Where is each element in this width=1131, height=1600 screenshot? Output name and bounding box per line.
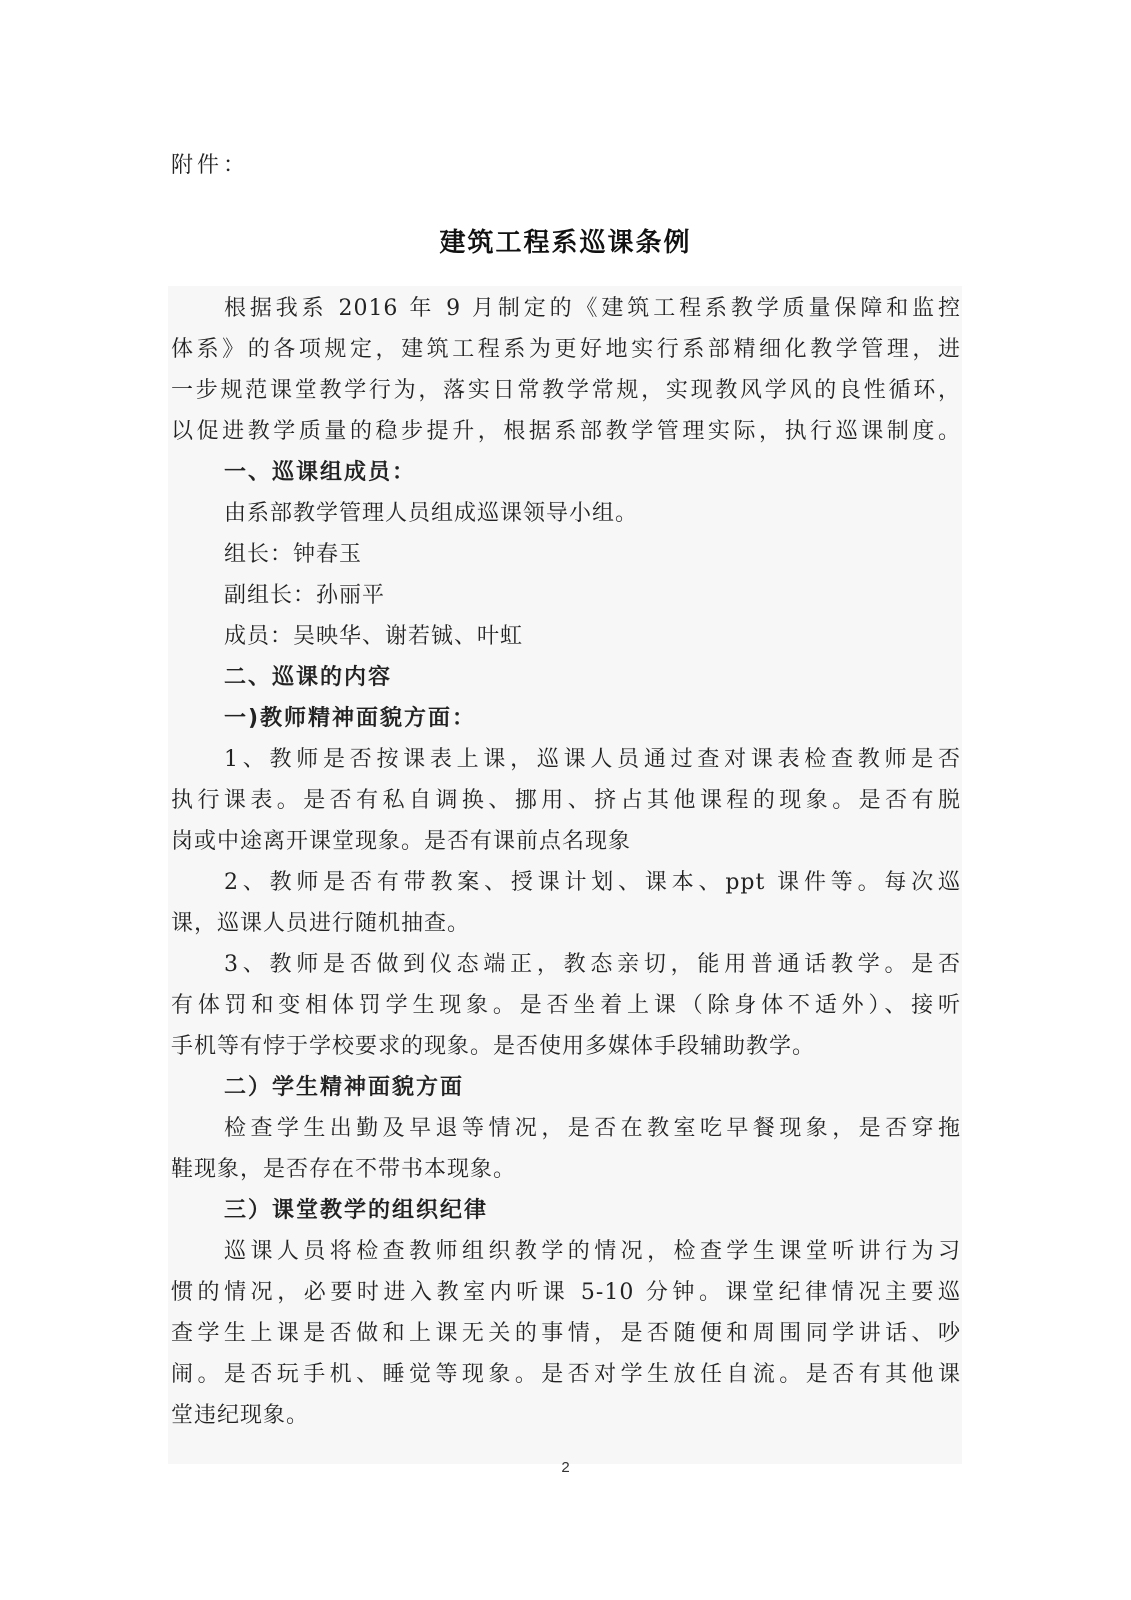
- section-members-description: 由系部教学管理人员组成巡课领导小组。: [224, 501, 639, 526]
- intro-line: 一步规范课堂教学行为，落实日常教学常规，实现教风学风的良性循环，: [171, 378, 961, 403]
- student-spirit-line: 鞋现象，是否存在不带书本现象。: [171, 1157, 517, 1182]
- subheading-student-spirit: 二）学生精神面貌方面: [224, 1075, 465, 1100]
- page-number: 2: [561, 1459, 570, 1476]
- attachment-label: 附件：: [171, 153, 250, 178]
- discipline-line: 查学生上课是否做和上课无关的事情，是否随便和周围同学讲话、吵: [171, 1321, 961, 1346]
- discipline-line: 闹。是否玩手机、睡觉等现象。是否对学生放任自流。是否有其他课: [171, 1362, 961, 1387]
- item3-line: 有体罚和变相体罚学生现象。是否坐着上课（除身体不适外）、接听: [171, 993, 961, 1018]
- discipline-line: 堂违纪现象。: [171, 1403, 310, 1428]
- subheading-classroom-discipline: 三）课堂教学的组织纪律: [224, 1198, 489, 1223]
- intro-line: 以促进教学质量的稳步提升，根据系部教学管理实际，执行巡课制度。: [171, 419, 961, 444]
- leader-line: 组长：钟春玉: [224, 542, 363, 567]
- student-spirit-line: 检查学生出勤及早退等情况，是否在教室吃早餐现象，是否穿拖: [224, 1116, 961, 1141]
- members-line: 成员：吴映华、谢若铖、叶虹: [224, 624, 524, 649]
- document-title: 建筑工程系巡课条例: [439, 228, 692, 258]
- item3-line: 3、教师是否做到仪态端正，教态亲切，能用普通话教学。是否: [224, 952, 961, 977]
- item1-line: 岗或中途离开课堂现象。是否有课前点名现象: [171, 829, 632, 854]
- item3-line: 手机等有悖于学校要求的现象。是否使用多媒体手段辅助教学。: [171, 1034, 816, 1059]
- discipline-line: 惯的情况，必要时进入教室内听课 5-10 分钟。课堂纪律情况主要巡: [171, 1280, 961, 1305]
- deputy-leader-line: 副组长：孙丽平: [224, 583, 386, 608]
- section-heading-members: 一、巡课组成员：: [224, 460, 417, 485]
- item1-line: 1、教师是否按课表上课，巡课人员通过查对课表检查教师是否: [224, 747, 961, 772]
- subheading-teacher-spirit: 一)教师精神面貌方面：: [224, 706, 477, 731]
- item2-line: 课，巡课人员进行随机抽查。: [171, 911, 471, 936]
- item1-line: 执行课表。是否有私自调换、挪用、挤占其他课程的现象。是否有脱: [171, 788, 961, 813]
- section-heading-content: 二、巡课的内容: [224, 665, 393, 690]
- discipline-line: 巡课人员将检查教师组织教学的情况，检查学生课堂听讲行为习: [224, 1239, 961, 1264]
- intro-line: 根据我系 2016 年 9 月制定的《建筑工程系教学质量保障和监控: [224, 296, 961, 321]
- intro-line: 体系》的各项规定，建筑工程系为更好地实行系部精细化教学管理，进: [171, 337, 961, 362]
- item2-line: 2、教师是否有带教案、授课计划、课本、ppt 课件等。每次巡: [224, 870, 961, 895]
